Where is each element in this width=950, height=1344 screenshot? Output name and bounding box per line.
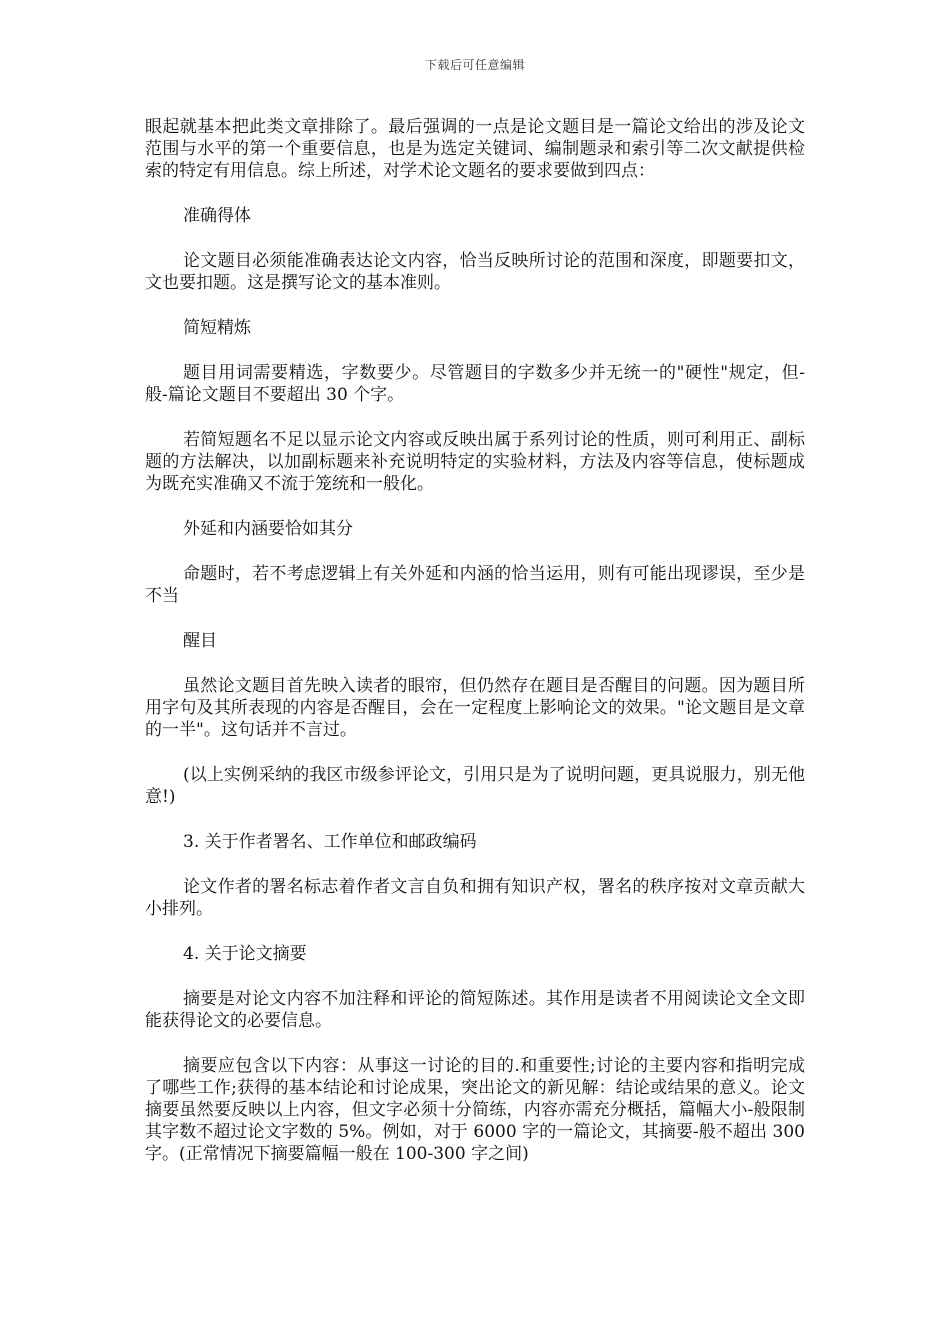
body-paragraph: 摘要是对论文内容不加注释和评论的简短陈述。其作用是读者不用阅读论文全文即能获得论文的必要信息。: [145, 989, 805, 1031]
body-paragraph: 眼起就基本把此类文章排除了。最后强调的一点是论文题目是一篇论文给出的涉及论文范围与水平的第一个重要信息，也是为选定关键词、编制题录和索引等二次文献提供检索的特定有用信息。综上所述，对学术论文题名的要求要做到四点：: [145, 117, 805, 181]
body-paragraph: 命题时，若不考虑逻辑上有关外延和内涵的恰当运用，则有可能出现谬误，至少是不当: [145, 564, 805, 606]
body-paragraph: (以上实例采纳的我区市级参评论文，引用只是为了说明问题，更具说服力，别无他意!): [145, 765, 805, 807]
body-paragraph: 论文作者的署名标志着作者文言自负和拥有知识产权，署名的秩序按对文章贡献大小排列。: [145, 877, 805, 919]
section-heading-extension: 外延和内涵要恰如其分: [183, 519, 353, 539]
section-heading-concise: 简短精炼: [183, 318, 251, 338]
section-heading-author: 3. 关于作者署名、工作单位和邮政编码: [183, 832, 477, 852]
body-paragraph: 若简短题名不足以显示论文内容或反映出属于系列讨论的性质，则可利用正、副标题的方法解决，以加副标题来补充说明特定的实验材料，方法及内容等信息，使标题成为既充实准确又不流于笼统和一般化。: [145, 430, 805, 494]
page-header: 下载后可任意编辑: [424, 58, 525, 72]
body-paragraph: 题目用词需要精选，字数要少。尽管题目的字数多少并无统一的"硬性"规定，但-般-篇论文题目不要超出 30 个字。: [145, 363, 805, 405]
body-paragraph: 摘要应包含以下内容：从事这一讨论的目的.和重要性;讨论的主要内容和指明完成了哪些工作;获得的基本结论和讨论成果，突出论文的新见解：结论或结果的意义。论文摘要虽然要反映以上内容，但文字必须十分简练，内容亦需充分概括，篇幅大小-般限制其字数不超过论文字数的 5%。例如，对于 6000 字的一篇论文，其摘要-般不超出 300 字。(正常情况下摘要篇幅一般在 100-300 字之间): [145, 1056, 805, 1164]
body-paragraph: 论文题目必须能准确表达论文内容，恰当反映所讨论的范围和深度，即题要扣文，文也要扣题。这是撰写论文的基本准则。: [145, 251, 805, 293]
section-heading-accurate: 准确得体: [183, 206, 251, 226]
section-heading-abstract: 4. 关于论文摘要: [183, 944, 307, 964]
document-body: [145, 116, 805, 1188]
body-paragraph: 虽然论文题目首先映入读者的眼帘，但仍然存在题目是否醒目的问题。因为题目所用字句及其所表现的内容是否醒目，会在一定程度上影响论文的效果。"论文题目是文章的一半"。这句话并不言过。: [145, 676, 805, 740]
section-heading-eye-catching: 醒目: [183, 631, 217, 651]
